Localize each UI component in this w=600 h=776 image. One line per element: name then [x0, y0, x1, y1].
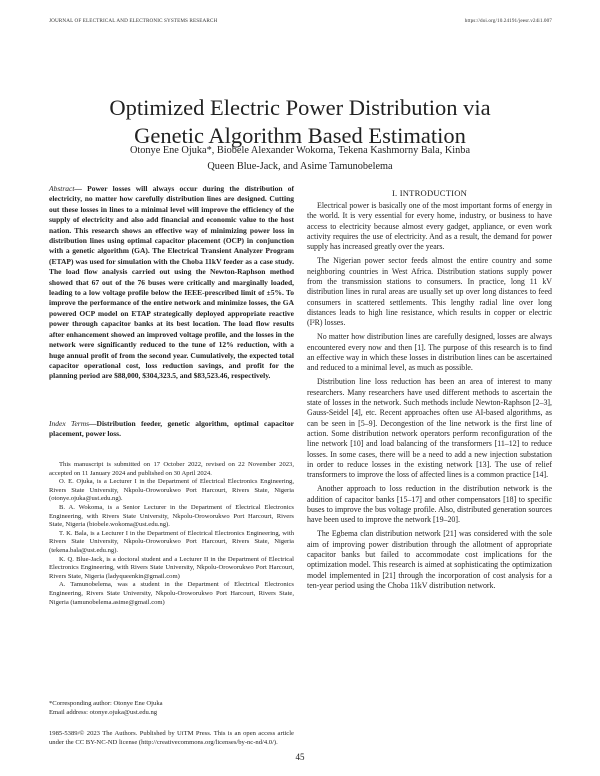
- title-line-1: Optimized Electric Power Distribution via: [109, 95, 491, 120]
- author-list: [98, 143, 502, 174]
- license-note: [49, 730, 294, 747]
- intro-paragraph-2: The Nigerian power sector feeds almost the entire country and some neighboring countries in West Africa. Distribution stations supply power from the transmission stations to consumers. In practice, long 11 kV distribution lines in rural areas are usually set up over long distances to feed consumers in scattered settlements. This lengthy radial line over long distances leads to high line resistance, which results in copper or electric (I²R) losses.: [307, 256, 552, 328]
- corresponding-email: Email address: otonye.ojuka@ust.edu.ng: [49, 708, 158, 716]
- footnote-author-1: O. E. Ojuka, is a Lecturer I in the Department of Electrical Electronics Engineering, Rivers State University, Nkpolu-Oroworukwo Port Harcourt, Rivers State, Nigeria (otonye.ojuka@ust.edu.ng).: [49, 478, 294, 503]
- introduction-body: [307, 201, 552, 595]
- authors-line-2: Queen Blue-Jack, and Asime Tamunobelema: [207, 160, 393, 172]
- authors-line-1: Otonye Ene Ojuka*, Biobele Alexander Wokoma, Tekena Kashmorny Bala, Kinba: [129, 145, 471, 156]
- title-line-2: Genetic Algorithm Based Estimation: [134, 123, 466, 148]
- abstract-text: — Power losses will always occur during the distribution of electricity, no matter how carefully distribution lines are designed. Cutting out these losses in lines to a minimal level will improve the efficiency of the supply of electricity and also add financial and economic value to the host nation. This research shows an effective way of minimizing power loss in distribution lines using optimal capacitor placement (OCP) in conjunction with a genetic algorithm (GA). The Electrical Transient Analyzer Program (ETAP) was used for simulation with the Choba 11kV feeder as a case study. The load flow analysis carried out using the Newton-Raphson method showed that 67 out of the 76 buses were critically and marginally loaded, leading to a low voltage profile below the IEEE-prescribed limit of ±5%. To improve the performance of the entire network and minimize losses, the GA powered OCP model on ETAP strategically deployed appropriate reactive power through capacitor banks at its best location. The load flow results after enhancement showed an improved voltage profile, and the losses in the network were significantly reduced to the tune of 12% reduction, with a huge annual profit of from the second year. Cumulatively, the expected total capacitor operational cost, loss reduction savings, and profit for the planning period are $88,000, $304,323.5, and $83,523.46, respectively.: [49, 184, 294, 381]
- footnote-author-3: T. K. Bala, is a Lecturer I in the Department of Electrical Electronics Engineering, with Rivers State University, Nkpolu-Oroworukwo Port Harcourt, Rivers State, Nigeria (tekena.bala@ust.edu.ng).: [49, 529, 294, 554]
- intro-paragraph-1: Electrical power is basically one of the most important forms of energy in the world. It is very essential for every home, industry, or business to have access to electricity because almost every gadget, appliance, or even work activity requires the use of electricity. And as a result, the demand for power supply has increased greatly over the years.: [307, 201, 552, 252]
- footnote-author-4: K. Q. Blue-Jack, is a doctoral student and a Lecturer II in the Department of Electrical Electronics Engineering, with Rivers State University, Nkpolu-Oroworukwo Port Harcourt, Rivers State, Nigeria (ladyqueenkin@gmail.com): [49, 555, 294, 580]
- footnote-author-5: A. Tamunobelema, was a student in the Department of Electrical Electronics Engineering, Rivers State University, Nkpolu-Oroworukwo Port Harcourt, Rivers State, Nigeria (tamunobelema.asime@gmail.com): [49, 581, 294, 606]
- author-footnotes: [49, 461, 294, 607]
- intro-paragraph-5: Another approach to loss reduction in the distribution network is the addition of capacitor banks [15–17] and other compensators [18] to specific buses to improve the bus voltage profile. Also, distributed generation sources have been used to improve the network [19–20].: [307, 484, 552, 525]
- journal-header: JOURNAL OF ELECTRICAL AND ELECTRONIC SYSTEMS RESEARCH: [49, 18, 218, 24]
- section-heading: I. INTRODUCTION: [391, 188, 468, 198]
- index-terms: [49, 419, 294, 440]
- page-number: 45: [295, 752, 305, 762]
- corresponding-name: *Corresponding author: Otonye Ene Ojuka: [49, 700, 163, 707]
- doi-header: https://doi.org/10.24191/jeesr.v24i1.007: [464, 18, 552, 24]
- corresponding-author: [49, 700, 294, 717]
- index-terms-label: Index Terms: [49, 419, 90, 428]
- footnote-submission: This manuscript is submitted on 17 October 2022, revised on 22 November 2023, accepted on 11 January 2024 and published on 30 April 2024.: [49, 461, 294, 477]
- intro-paragraph-6: The Egbema clan distribution network [21] was considered with the sole aim of improving power distribution through the allotment of appropriate capacitor banks but failed to accommodate cost implications for the optimization model. This research is aimed at sophisticating the optimization model implemented in [21] through the incorporation of cost analysis for a ten-year period using the Choba 11kV distribution network.: [307, 529, 552, 590]
- intro-paragraph-4: Distribution line loss reduction has been an area of interest to many researchers. Many researchers have used different methods to ascertain the state of losses in the network. Such methods include Newton-Raphson [2–3], Gauss-Seidel [4], etc. Recent approaches often use AI-based algorithms, as can be seen in [5–9]. Decongestion of the line network is the first line of action. Some distribution network operators perform reconfiguration of the line network [10] and load balancing of the transformers [11–12] to reduce losses. In some cases, there will be a need to add a new injection substation in order to reduce losses in the existing network [13]. The use of relief transformers to improve the loss of affected lines is a common practice [14].: [307, 377, 552, 480]
- abstract: [49, 184, 294, 382]
- abstract-label: Abstract: [49, 184, 75, 193]
- intro-paragraph-3: No matter how distribution lines are carefully designed, losses are always encountered every now and then [1]. The purpose of this research is to find an effective way in which these losses in distribution lines can be ascertained and reduced to a minimal level, as much as possible.: [307, 332, 552, 373]
- footnote-author-2: B. A. Wokoma, is a Senior Lecturer in the Department of Electrical Electronics Engineering, with Rivers State University, Nkpolu-Oroworukwo Port Harcourt, Rivers State, Nigeria (biobele.wokoma@ust.edu.ng).: [49, 503, 294, 529]
- index-terms-text: —Distribution feeder, genetic algorithm, optimal capacitor placement, power loss.: [49, 419, 294, 439]
- license-text: 1985-5389/© 2023 The Authors. Published by UiTM Press. This is an open access article under the CC BY-NC-ND license (http://creativecommons.org/licenses/by-nc-nd/4.0/).: [49, 730, 294, 746]
- paper-title: [0, 94, 600, 150]
